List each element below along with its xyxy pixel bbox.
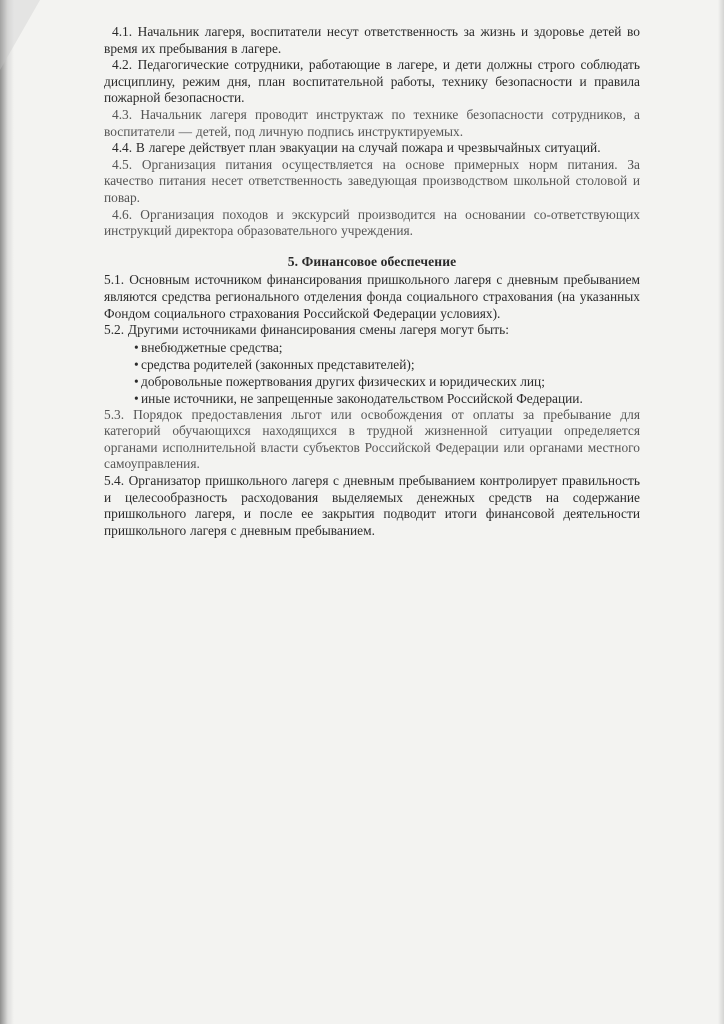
document-page bbox=[104, 24, 640, 539]
paragraph-5-4: 5.4. Организатор пришкольного лагеря с дневным пребыванием контролирует правильность и целесообразность расходования выделяемых денежных средств на содержание пришкольного лагеря, и после ее закрытия подводит итоги финансовой деятельности пришкольного лагеря с дневным пребыванием. bbox=[104, 473, 640, 538]
paragraph-4-4: 4.4. В лагере действует план эвакуации на случай пожара и чрезвычайных ситуаций. bbox=[112, 140, 601, 156]
list-item: • иные источники, не запрещенные законодательством Российской Федерации. bbox=[134, 390, 583, 406]
section-5-title: 5. Финансовое обеспечение bbox=[287, 253, 457, 269]
funding-sources-list bbox=[104, 339, 640, 407]
scan-corner-fold bbox=[0, 0, 40, 70]
list-item: • внебюджетные средства; bbox=[134, 339, 283, 355]
bullet-icon: • bbox=[134, 390, 139, 406]
paragraph-4-6: 4.6. Организация походов и экскурсий производится на основании со-ответствующих инструкций директора образовательного учреждения. bbox=[104, 206, 640, 239]
paragraph-4-2: 4.2. Педагогические сотрудники, работающие в лагере, и дети должны строго соблюдать дисциплину, режим дня, план воспитательной работы, технику безопасности и правила пожарной безопасности. bbox=[104, 57, 640, 106]
paragraph-4-1: 4.1. Начальник лагеря, воспитатели несут ответственность за жизнь и здоровье детей во время их пребывания в лагере. bbox=[104, 24, 640, 56]
scan-shadow-right bbox=[718, 0, 724, 1024]
paragraph-5-3: 5.3. Порядок предоставления льгот или освобождения от оплаты за пребывание для категорий обучающихся находящихся в трудной жизненной ситуации определяется органами исполнительной власти субъектов Российской Федерации или органами местного самоуправления. bbox=[104, 406, 640, 472]
list-item: • средства родителей (законных представителей); bbox=[134, 356, 415, 372]
list-item: • добровольные пожертвования других физических и юридических лиц; bbox=[134, 373, 545, 389]
scan-shadow-left bbox=[0, 0, 14, 1024]
paragraph-5-2: 5.2. Другими источниками финансирования смены лагеря могут быть: bbox=[104, 322, 509, 338]
paragraph-4-5: 4.5. Организация питания осуществляется на основе примерных норм питания. За качество питания несет ответственность заведующая производством школьной столовой и повар. bbox=[104, 156, 640, 205]
bullet-icon: • bbox=[134, 373, 139, 389]
bullet-icon: • bbox=[134, 339, 139, 355]
paragraph-4-3: 4.3. Начальник лагеря проводит инструктаж по технике безопасности сотрудников, а воспитатели — детей, под личную подпись инструктируемых. bbox=[104, 106, 640, 139]
paragraph-5-1: 5.1. Основным источником финансирования пришкольного лагеря с дневным пребыванием являются средства регионального отделения фонда социального страхования (на указанных Фондом социального страхования Российской Федерации условиях). bbox=[104, 272, 640, 321]
bullet-icon: • bbox=[134, 356, 139, 372]
